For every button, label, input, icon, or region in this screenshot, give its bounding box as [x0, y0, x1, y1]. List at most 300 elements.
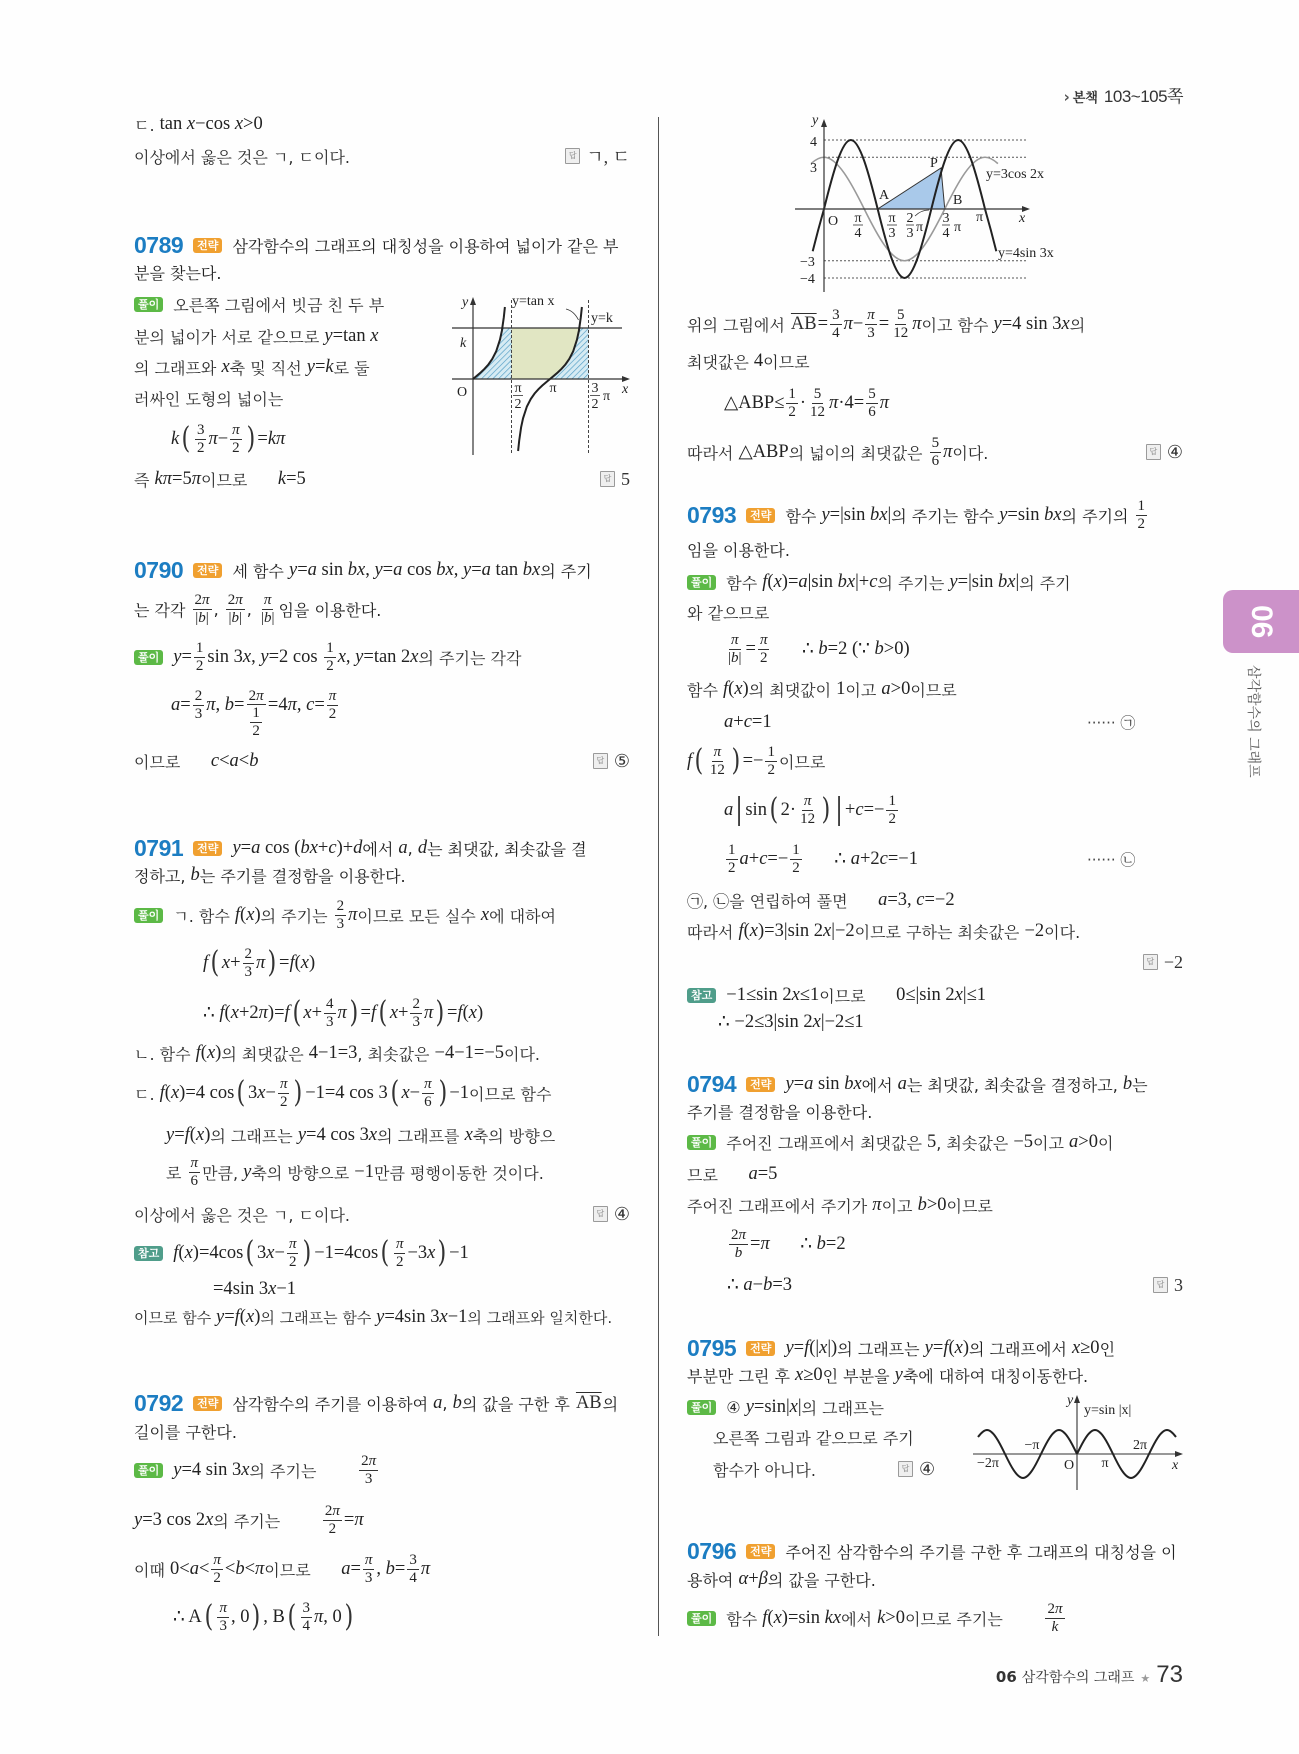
problem-number: 0794: [687, 1070, 737, 1097]
solution-text: [173, 293, 384, 316]
page-footer: [996, 1661, 1183, 1689]
math-variable: f: [804, 1337, 810, 1358]
delimiter: (: [236, 1075, 246, 1110]
text-run: 이고: [1033, 1133, 1070, 1153]
solution-line: [134, 1199, 350, 1229]
math-expression: −1: [449, 1082, 470, 1103]
fraction-denominator: [246, 705, 266, 739]
problem-header: [687, 1536, 1177, 1566]
math-variable: π: [191, 468, 201, 489]
solution-text: [687, 435, 988, 468]
math-expression: 4: [302, 1617, 311, 1634]
math-expression: 2π: [731, 1227, 747, 1244]
math-variable: π: [235, 592, 243, 609]
math-expression: =f(x): [446, 1002, 484, 1023]
math-expression: c<a<b: [210, 750, 259, 771]
answer-value: −2: [1163, 951, 1183, 972]
answer-icon: 답: [593, 1206, 608, 1222]
fraction: [230, 422, 242, 455]
math-expression: 12: [800, 810, 816, 827]
math-expression: k=5: [277, 468, 306, 489]
fraction-denominator: [226, 610, 244, 626]
tick-pi-3-den: 3: [888, 226, 896, 241]
solution-formula: [727, 1270, 792, 1300]
math-expression: y=4sin 3x−1: [376, 1306, 468, 1327]
solution-badge: 풀이: [134, 1463, 163, 1478]
note-badge: 참고: [687, 988, 716, 1003]
note-text: [213, 1279, 296, 1300]
text-run: 따라서: [687, 443, 739, 463]
fraction: [808, 386, 827, 419]
text-run: 축에 대하여 대칭이동한다.: [902, 1366, 1089, 1386]
answer-value: ④: [919, 1458, 936, 1479]
math-expression: [219, 1600, 227, 1616]
solution-text: [724, 793, 900, 826]
math-expression: |b|: [195, 609, 209, 626]
answer: [593, 1199, 630, 1229]
answer: [1143, 947, 1183, 977]
math-variable: π: [738, 1227, 747, 1244]
math-expression: [289, 1236, 297, 1252]
y-axis-label: y: [1067, 1393, 1074, 1408]
math-expression: [221, 357, 229, 378]
solution-text: [173, 640, 521, 673]
math-variable: π: [314, 1606, 324, 1627]
math-variable: y: [355, 646, 364, 667]
math-expression: 3: [364, 1470, 373, 1487]
solution-text: [134, 1552, 430, 1585]
fraction-numerator: [250, 705, 262, 722]
math-variable: π: [328, 688, 337, 705]
math-expression: 2: [244, 946, 253, 963]
fraction: [195, 422, 207, 455]
math-variable: a: [251, 837, 261, 858]
math-expression: 4: [832, 324, 840, 341]
x-axis-label: x: [1019, 211, 1026, 226]
note-line: [134, 1302, 612, 1332]
math-expression: 1: [788, 386, 796, 403]
math-expression: 3: [244, 963, 253, 980]
text-run: 의 값을 구한 후: [461, 1394, 575, 1414]
strategy-text: [687, 1100, 872, 1123]
math-expression: x, y=tan 2x: [337, 646, 419, 667]
strategy-text: [785, 1073, 1147, 1096]
curve-label: y=tan x: [512, 294, 555, 309]
fraction-denominator: [407, 1570, 419, 1586]
delimiter: ): [251, 1599, 261, 1634]
math-expression: 2π: [361, 1453, 377, 1470]
text-run: 함수: [726, 573, 763, 593]
text-run: ,: [213, 599, 224, 619]
problem-header: [687, 1333, 1115, 1363]
math-variable: x: [246, 904, 255, 925]
math-expression: 2π: [248, 688, 264, 705]
math-expression: −1: [449, 1242, 469, 1263]
solution-line: [166, 1120, 555, 1150]
math-variable: x: [773, 1607, 782, 1628]
fraction-numerator: [262, 592, 274, 609]
math-expression: 2: [412, 996, 420, 1013]
fraction-denominator: [301, 1618, 313, 1634]
math-expression: 1: [792, 842, 800, 859]
text-run: 의 그래프는: [801, 1398, 884, 1418]
math-expression: ∴ f(x+2π)=f: [203, 1003, 290, 1023]
solution-formula: [173, 1599, 356, 1634]
fraction-numerator: [407, 1552, 419, 1569]
math-expression: 2π: [1047, 1601, 1063, 1618]
problem-number: 0790: [134, 556, 184, 583]
y-axis-label: y: [812, 113, 819, 128]
fraction-numerator: [189, 1155, 201, 1172]
solution-badge: 풀이: [687, 1400, 716, 1415]
answer-value: 5: [621, 468, 630, 489]
math-expression: [243, 1162, 251, 1183]
solution-text: [687, 1163, 777, 1186]
math-expression: 2: [395, 1253, 404, 1270]
solution-text: [727, 1227, 846, 1260]
fraction: [729, 1227, 748, 1260]
math-variable: π: [213, 1552, 221, 1569]
math-variable: α: [738, 1568, 749, 1589]
math-variable: π: [287, 694, 297, 715]
solution-formula: [171, 421, 286, 456]
fraction-numerator: [830, 307, 842, 324]
solution-line: [134, 383, 283, 413]
math-variable: a: [739, 848, 749, 869]
answer: [1153, 1270, 1183, 1300]
math-expression: [687, 751, 692, 772]
math-variable: π: [190, 1155, 199, 1172]
delimiter: ): [302, 1235, 312, 1270]
math-variable: x: [734, 678, 743, 699]
solution-line: [134, 746, 258, 776]
fraction-numerator: [786, 386, 798, 403]
math-expression: |b|: [228, 609, 242, 626]
text-run: 인: [1099, 1339, 1116, 1359]
math-expression: y=f(x): [166, 1124, 211, 1145]
math-expression: π, b=: [206, 694, 245, 715]
math-expression: +c=−: [844, 799, 885, 820]
fraction-denominator: [422, 1094, 434, 1110]
math-expression: f(x)=sin kx: [762, 1607, 842, 1628]
math-expression: [453, 1393, 462, 1414]
math-expression: π−: [843, 313, 864, 334]
math-variable: k: [277, 468, 287, 489]
solution-formula: [727, 1229, 846, 1259]
text-run: 의 값을 구한다.: [767, 1570, 876, 1590]
math-variable: y: [243, 1161, 252, 1182]
math-expression: [338, 1003, 347, 1024]
solution-line: [166, 1157, 544, 1187]
solution-text: [173, 1600, 356, 1633]
math-variable: π: [348, 904, 358, 925]
math-expression: 12: [709, 761, 725, 778]
problem-header: [134, 555, 592, 585]
math-expression: |b|: [260, 609, 275, 626]
solution-text: [166, 1155, 544, 1188]
solution-formula: [724, 707, 772, 737]
math-expression: 2·: [780, 799, 797, 820]
math-expression: [872, 1195, 881, 1216]
math-variable: x: [186, 113, 196, 134]
solution-line: [687, 916, 1080, 946]
math-expression: 2: [328, 705, 337, 722]
math-variable: f: [762, 1607, 768, 1628]
math-expression: y=|sin bx|: [949, 571, 1020, 592]
math-variable: π: [943, 441, 953, 462]
strategy-text: [134, 864, 406, 887]
equation-marker: ······ ㉡: [1087, 850, 1136, 869]
solution-text: [687, 744, 825, 777]
math-variable: a: [724, 799, 734, 820]
math-expression: [329, 688, 337, 704]
math-expression: =π: [343, 1509, 364, 1530]
math-expression: y=a sin bx: [785, 1073, 862, 1094]
delimiter: ): [293, 1075, 303, 1110]
solution-line: [134, 464, 306, 494]
math-expression: =π: [750, 1233, 770, 1254]
math-expression: a+c=−: [739, 848, 789, 869]
tick-two-pi: 2π: [1132, 1438, 1148, 1453]
math-variable: a: [798, 571, 808, 592]
fraction-denominator: [243, 964, 255, 980]
fraction-numerator: [324, 640, 336, 657]
math-variable: π: [424, 1076, 432, 1093]
math-expression: 2: [279, 1093, 288, 1110]
text-run: 에 대하여: [489, 906, 556, 926]
math-variable: d: [353, 837, 363, 858]
math-variable: a: [878, 889, 888, 910]
math-variable: π: [208, 428, 218, 449]
math-variable: x: [170, 1082, 180, 1103]
math-variable: x: [795, 1364, 804, 1385]
answer-icon: 답: [565, 148, 580, 164]
math-variable: π: [364, 1552, 373, 1569]
text-run: 이므로 모든 실수: [357, 906, 481, 926]
solution-text: [171, 422, 285, 455]
strategy-text: [687, 538, 790, 561]
solution-text: [134, 356, 370, 379]
text-run: 이므로: [201, 470, 278, 490]
fraction-denominator: [765, 762, 777, 778]
page-number: 73: [1156, 1661, 1183, 1688]
chapter-tab[interactable]: [1223, 590, 1299, 653]
math-expression: −1: [354, 1161, 374, 1182]
fraction-denominator: [726, 650, 744, 666]
math-expression: sin: [745, 799, 767, 820]
math-expression: [264, 592, 272, 608]
math-expression: 5: [931, 435, 940, 452]
answer-icon: 답: [898, 1461, 913, 1477]
math-expression: [912, 314, 921, 335]
answer-value: ⑤: [613, 750, 630, 771]
tick-three-half-pi-num: 3: [591, 381, 599, 396]
tan-graph-figure: [440, 290, 640, 460]
math-expression: [213, 1552, 221, 1568]
math-expression: 3: [832, 307, 840, 324]
math-expression: [481, 905, 489, 926]
math-variable: x: [749, 920, 758, 941]
math-variable: y: [999, 504, 1008, 525]
math-variable: x: [221, 356, 230, 377]
strategy-text: [687, 1364, 1088, 1387]
math-variable: β: [758, 1568, 768, 1589]
math-expression: 2: [888, 810, 896, 827]
solution-line: [134, 1554, 430, 1584]
math-variable: a: [804, 1073, 814, 1094]
solution-badge: 풀이: [687, 575, 716, 590]
fraction-denominator: [195, 440, 207, 456]
solution-text: [166, 1124, 555, 1147]
text-run: 의 넓이의 최댓값은: [788, 443, 928, 463]
problem-number: 0793: [687, 501, 737, 528]
fraction: [765, 744, 777, 777]
math-variable: f: [219, 1003, 225, 1023]
math-variable: y: [324, 325, 333, 346]
math-variable: b: [731, 649, 739, 666]
fraction-denominator: [217, 1618, 229, 1634]
text-run: 는 주기를 결정함을 이용한다.: [199, 866, 406, 886]
math-variable: x: [234, 113, 244, 134]
equation-marker: ······ ㉠: [1087, 713, 1136, 732]
math-expression: α+β: [738, 1568, 768, 1589]
fraction: [301, 1600, 313, 1633]
fraction-numerator: [363, 1552, 375, 1569]
fraction: [324, 640, 336, 673]
tick-two-thirds-pi-num: 2: [906, 211, 914, 226]
math-variable: c: [759, 848, 768, 869]
fraction-denominator: [830, 325, 842, 341]
fraction: [217, 1600, 229, 1633]
label-leader-line: [566, 309, 579, 320]
math-variable: b: [249, 750, 259, 771]
math-variable: x: [368, 1124, 378, 1145]
math-expression: y=f(|x|): [785, 1337, 838, 1358]
fraction-numerator: [1045, 1601, 1064, 1618]
note-text: [173, 1236, 469, 1269]
math-variable: x: [241, 1459, 250, 1480]
math-expression: 2: [1137, 515, 1146, 532]
math-variable: π: [288, 1236, 297, 1253]
math-expression: ∴ b=2 (∵ b>0): [802, 639, 910, 659]
math-variable: x: [303, 1002, 312, 1023]
solution-line: [687, 1190, 993, 1220]
math-variable: π: [255, 1558, 265, 1579]
text-run: 만큼,: [202, 1163, 244, 1183]
fraction-numerator: [194, 640, 206, 657]
solution-line: [687, 1603, 1067, 1633]
math-variable: a: [307, 559, 317, 580]
fraction-denominator: [211, 1570, 223, 1586]
math-variable: x: [464, 1124, 473, 1145]
math-variable: π: [256, 688, 264, 705]
solution-text: [713, 1426, 914, 1449]
math-expression: −4−1=−5: [434, 1042, 504, 1063]
text-run: 의 주기는 각각: [418, 648, 522, 668]
tick-three-quarters-pi-unit: π: [954, 220, 962, 235]
math-variable: a: [897, 1073, 907, 1094]
math-variable: b: [917, 1194, 927, 1215]
fraction: [865, 307, 877, 340]
math-variable: b: [734, 1244, 743, 1261]
solution-text: [687, 920, 1080, 943]
fraction: [335, 898, 347, 931]
math-expression: 5: [868, 386, 876, 403]
math-variable: x: [221, 952, 231, 973]
math-variable: y: [785, 1337, 794, 1358]
math-variable: π: [879, 392, 889, 413]
delimiter: (: [694, 743, 704, 778]
math-variable: a: [341, 1558, 351, 1579]
math-variable: a: [1069, 1131, 1079, 1152]
text-run: 주기를 결정함을 이용한다.: [687, 1102, 873, 1122]
math-expression: =f(x): [279, 952, 316, 973]
text-run: 의 주기: [1019, 573, 1071, 593]
fraction-numerator: [410, 996, 422, 1013]
math-expression: =: [817, 313, 829, 334]
solution-text: [726, 571, 1070, 594]
math-variable: y: [134, 1509, 143, 1530]
fraction: [250, 705, 262, 738]
math-expression: y=f(x): [924, 1337, 970, 1358]
text-run: 최댓값은: [687, 352, 754, 372]
strategy-badge: 전략: [746, 508, 775, 523]
fraction: [193, 688, 205, 721]
math-variable: a: [229, 750, 239, 771]
fraction-numerator: [226, 592, 245, 609]
text-run: 축의 방향으: [472, 1126, 556, 1146]
strategy-line: [687, 534, 790, 564]
math-expression: a>0: [1069, 1131, 1098, 1152]
math-expression: 3: [364, 1569, 373, 1586]
fraction: [1045, 1601, 1064, 1634]
text-run: 의 그래프는: [837, 1339, 925, 1359]
chevron-right-icon: ›: [1063, 88, 1070, 106]
fraction-numerator: [866, 386, 878, 403]
text-run: 정하고,: [134, 866, 191, 886]
math-variable: π: [219, 1600, 227, 1617]
fraction: [790, 842, 802, 875]
tick-neg-two-pi: −2π: [977, 1456, 999, 1471]
math-expression: 3: [326, 1013, 334, 1030]
text-run: 이므로: [778, 752, 826, 772]
fraction-numerator: [327, 688, 339, 705]
text-run: , 최솟값은: [357, 1044, 435, 1064]
delimiter: (: [380, 1235, 390, 1270]
math-expression: f(x): [195, 1042, 222, 1063]
delimiter: (: [390, 1075, 399, 1110]
tick-three-quarters-pi-num: 3: [942, 211, 950, 226]
math-variable: y: [376, 1306, 385, 1327]
math-expression: [191, 865, 200, 886]
strategy-text: [134, 261, 221, 284]
strategy-badge: 전략: [193, 563, 222, 578]
text-run: 의 주기: [540, 561, 592, 581]
overlined-segment: $\overline{AB}$: [575, 1392, 602, 1413]
math-variable: b: [263, 609, 272, 626]
math-expression: 1: [195, 640, 204, 657]
math-variable: f: [159, 1082, 165, 1103]
text-run: 따라서: [687, 922, 739, 942]
text-run: 의 주기의: [1061, 506, 1134, 526]
fraction-numerator: [886, 793, 898, 810]
math-expression: a=: [171, 694, 191, 715]
math-expression: a+c=1: [724, 711, 772, 732]
fraction-denominator: [708, 762, 727, 778]
math-expression: 3: [219, 1617, 227, 1634]
fraction: [830, 307, 842, 340]
chapter-tab-title: 삼각함수의 그래프: [1245, 665, 1261, 778]
